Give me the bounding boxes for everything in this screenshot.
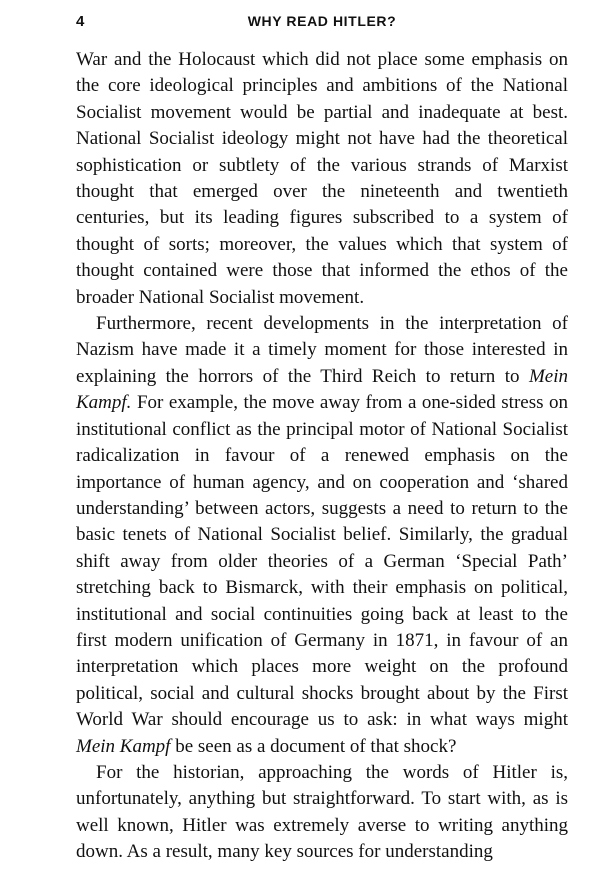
book-title-mein-kampf: Mein Kampf: [76, 735, 171, 757]
body-text: [76, 47, 568, 866]
paragraph-3: For the historian, approaching the words of Hitler is, unfortunately, anything but straightforward. To start with, as is well known, Hitler was extremely averse to writing anything down. As a result, many key sources for understanding: [76, 761, 568, 863]
page-number: 4: [76, 13, 85, 30]
paragraph-2-text-1: Furthermore, recent developments in the interpretation of Nazism have made it a timely moment for those interested in explaining the horrors of the Third Reich to return to: [76, 313, 568, 387]
paragraph-2: [76, 311, 568, 760]
paragraph-2-text-3: be seen as a document of that shock?: [170, 735, 457, 757]
paragraph-2-text-2: For example, the move away from a one-sided stress on institutional conflict as the principal motor of National Socialist radicalization in favour of a renewed emphasis on the importance of human agency, and on cooperation and ‘shared understanding’ between actors, suggests a need to return to the basic tenets of National Socialist belief. Similarly, the gradual shift away from older theories of a German ‘Special Path’ stretching back to Bismarck, with their emphasis on political, institutional and social continuities going back at least to the first modern unification of Germany in 1871, in favour of an interpretation which places more weight on the profound political, social and cultural shocks brought about by the First World War should encourage us to ask: in what ways might: [76, 392, 568, 731]
page-header: [76, 13, 568, 43]
book-title-mein-kampf: Mein Kampf.: [76, 365, 568, 414]
paragraph-1: War and the Holocaust which did not place some emphasis on the core ideological principles and ambitions of the National Socialist movement would be partial and inadequate at best. National Socialist ideology might not have had the theoretical sophistication or subtlety of the various strands of Marxist thought that emerged over the nineteenth and twentieth centuries, but its leading figures subscribed to a system of thought of sorts; moreover, the values which that system of thought contained were those that informed the ethos of the broader National Socialist movement.: [76, 49, 568, 308]
running-head: WHY READ HITLER?: [247, 13, 397, 29]
